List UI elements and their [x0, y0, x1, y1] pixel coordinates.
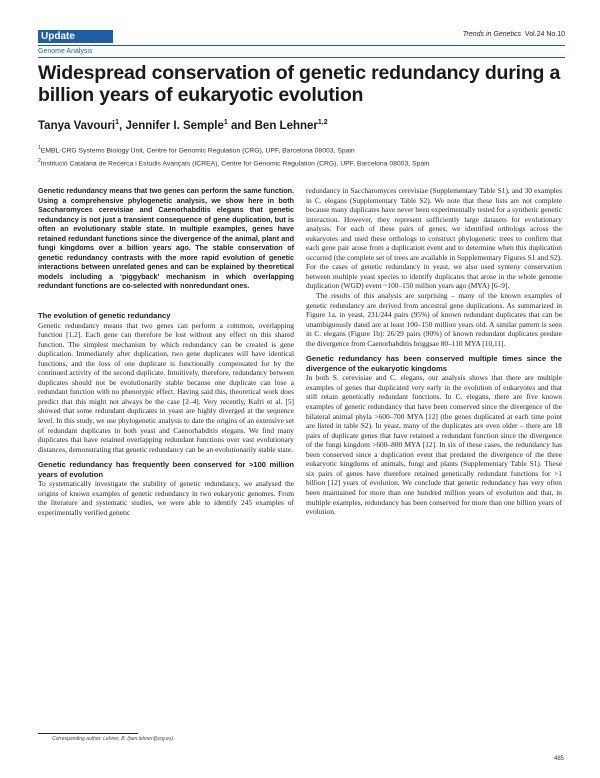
footnote-rule	[38, 733, 138, 734]
affiliation-2-sup: 2	[38, 158, 41, 165]
section-heading-evolution: The evolution of genetic redundancy	[38, 311, 171, 321]
author-sep: and	[227, 119, 255, 132]
affiliation-1	[38, 143, 565, 156]
top-bar	[38, 30, 565, 43]
author-sep: ,	[119, 119, 126, 132]
author-3: Ben Lehner	[254, 119, 318, 132]
section-body-evolution: Genetic redundancy means that two genes can perform a common, overlapping function [1,2]. Each gene can therefore be lost without any effect on this shared function. The simplest mechanism by which redundancy can be created is gene duplication. Immediately after duplication, two gene duplicates will have identical functions, and the loss of one duplicate is functionally compensated for by the continued activity of the second duplicate. Intuitively, therefore, redundancy between duplicates should not be evolutionarily stable because one duplicate can lose a redundant function with no phenotypic effect. Having said this, theoretical work does predict that this might not always be the case [2–4]. Very recently, Kafri et al. [5] showed that some redundant duplicates in yeast are highly diverged at the sequence level. In this study, we use phylogenetic analysis to date the origins of an extensive set of redundant duplicates in both yeast and Caenorhabditis elegans. We find many duplicates that have retained overlapping redundant functions over vast evolutionary distances, demonstrating that genetic redundancy can be an evolutionarily stable state.	[38, 320, 294, 454]
section-heading-kingdoms: Genetic redundancy has been conserved multiple times since the divergence of the eukaryotic kingdoms	[306, 354, 562, 373]
author-list	[38, 119, 328, 132]
section-body-kingdoms: In both S. cerevisiae and C. elegans, our analysis shows that there are multiple examples of genes that duplicated very early in the evolution of eukaryotes and that still retain genetically redundant functions. In C. elegans, there are five known examples of genetic redundancy that have been conserved since the divergence of the bilateral animal phyla >600–700 MYA [12] (the genes duplicated at each time point are listed in table S2). In yeast, many of the duplicates are even older – there are 18 pairs of duplicate genes that have retained a redundant function since the divergence of the fungi kingdom >600–800 MYA [12]. In six of these cases, the redundancy has been conserved since a duplication event that predated the divergence of the three eukaryotic kingdoms of animals, fungi and plants (Supplementary Table S1). These six pairs of genes have therefore retained genetically redundant functions for >1 billion [12] years of evolution. We conclude that genetic redundancy has very often been maintained for more than one hundred million years of evolution and that, in multiple examples, redundancy has been conserved for more than one billion years of evolution.	[306, 373, 562, 517]
affiliation-2	[38, 156, 565, 169]
right-paragraph-2: The results of this analysis are surprising – many of the known examples of genetic redundancy are derived from ancestral gene duplications. As summarized in Figure 1a, in yeast, 231/244 pairs (95%) of known redundant duplicates that can be unambiguously dated are at least 100–150 million years old. A similar pattern is seen in C. elegans (Figure 1b): 26/29 pairs (90%) of known redundant duplicates predate the divergence from Caenorhabditis briggsae 80–110 MYA [10,11].	[306, 291, 562, 348]
section-tag: Genome Analysis	[38, 48, 565, 58]
footnote	[38, 733, 294, 742]
journal-name: Trends in Genetics	[462, 31, 522, 38]
author-2-sup: 1	[223, 119, 228, 126]
section-heading-conserved: Genetic redundancy has frequently been conserved for >100 million years of evolution	[38, 460, 294, 479]
author-1-sup: 1	[115, 119, 120, 126]
affiliation-1-text: EMBL-CRG Systems Biology Unit, Centre for Genomic Regulation (CRG), UPF, Barcelona 08003, Spain	[40, 147, 355, 155]
right-column	[306, 186, 562, 517]
update-tag: Update	[38, 30, 113, 43]
author-2: Jennifer I. Semple	[125, 119, 224, 132]
section-body-conserved: To systematically investigate the stability of genetic redundancy, we analysed the origins of known examples of genetic redundancy in two eukaryotic genomes. From the literature and systematic studies, we were able to identify 245 examples of experimentally verified genetic	[38, 479, 294, 517]
article-title: Widespread conservation of genetic redundancy during a billion years of eukaryotic evolution	[38, 62, 561, 106]
left-column	[38, 186, 294, 518]
right-paragraph-1: redundancy in Saccharomyces cerevisiae (Supplementary Table S1), and 30 examples in C. elegans (Supplementary Table S2). We note that these lists are not complete because many duplicates have never been experimentally tested for a synthetic genetic interaction. However, they represent sufficiently large datasets for evolutionary analysis. For each of these pairs of genes, we identified orthologs across the eukaryotes and used these orthologs to construct phylogenetic trees to confirm that each gene pair arose from a duplication event and to determine when this duplication occurred (the complete set of trees are available in Supplementary Figures S1 and S2). For the cases of genetic redundancy in yeast, we also used synteny conservation between multiple yeast species to identify duplicates that arose in the whole genome duplication (WGD) event ~100–150 million years ago (MYA) [6–9].	[306, 186, 562, 291]
header-rule	[38, 45, 565, 46]
page-number: 485	[553, 756, 564, 762]
journal-volume: Vol.24 No.10	[524, 31, 565, 38]
affiliations	[38, 143, 565, 170]
corresponding-author: Corresponding author: Lehner, B. (ben.lehner@crg.es).	[52, 736, 175, 742]
journal-info	[463, 31, 565, 38]
author-3-sup: 1,2	[317, 119, 328, 126]
affiliation-2-text: Institució Catalana de Recerca i Estudis Avançats (ICREA), Centre for Genomic Regulation (CRG), UPF, Barcelona 08003, Spain	[40, 160, 430, 168]
abstract: Genetic redundancy means that two genes can perform the same function. Using a comprehensive phylogenetic analysis, we show here in both Saccharomyces cerevisiae and Caenorhabditis elegans that genetic redundancy is not just a transient consequence of gene duplication, but is often an evolutionary stable state. In multiple examples, genes have retained redundant functions since the divergence of the animal, plant and fungi kingdoms over a billion years ago. The stable conservation of genetic redundancy contrasts with the more rapid evolution of genetic interactions between unrelated genes and can be explained by theoretical models including a ‘piggyback’ mechanism in which overlapping redundant functions are co-selected with nonredundant ones.	[38, 186, 294, 291]
author-1: Tanya Vavouri	[38, 119, 116, 132]
affiliation-1-sup: 1	[38, 145, 41, 151]
